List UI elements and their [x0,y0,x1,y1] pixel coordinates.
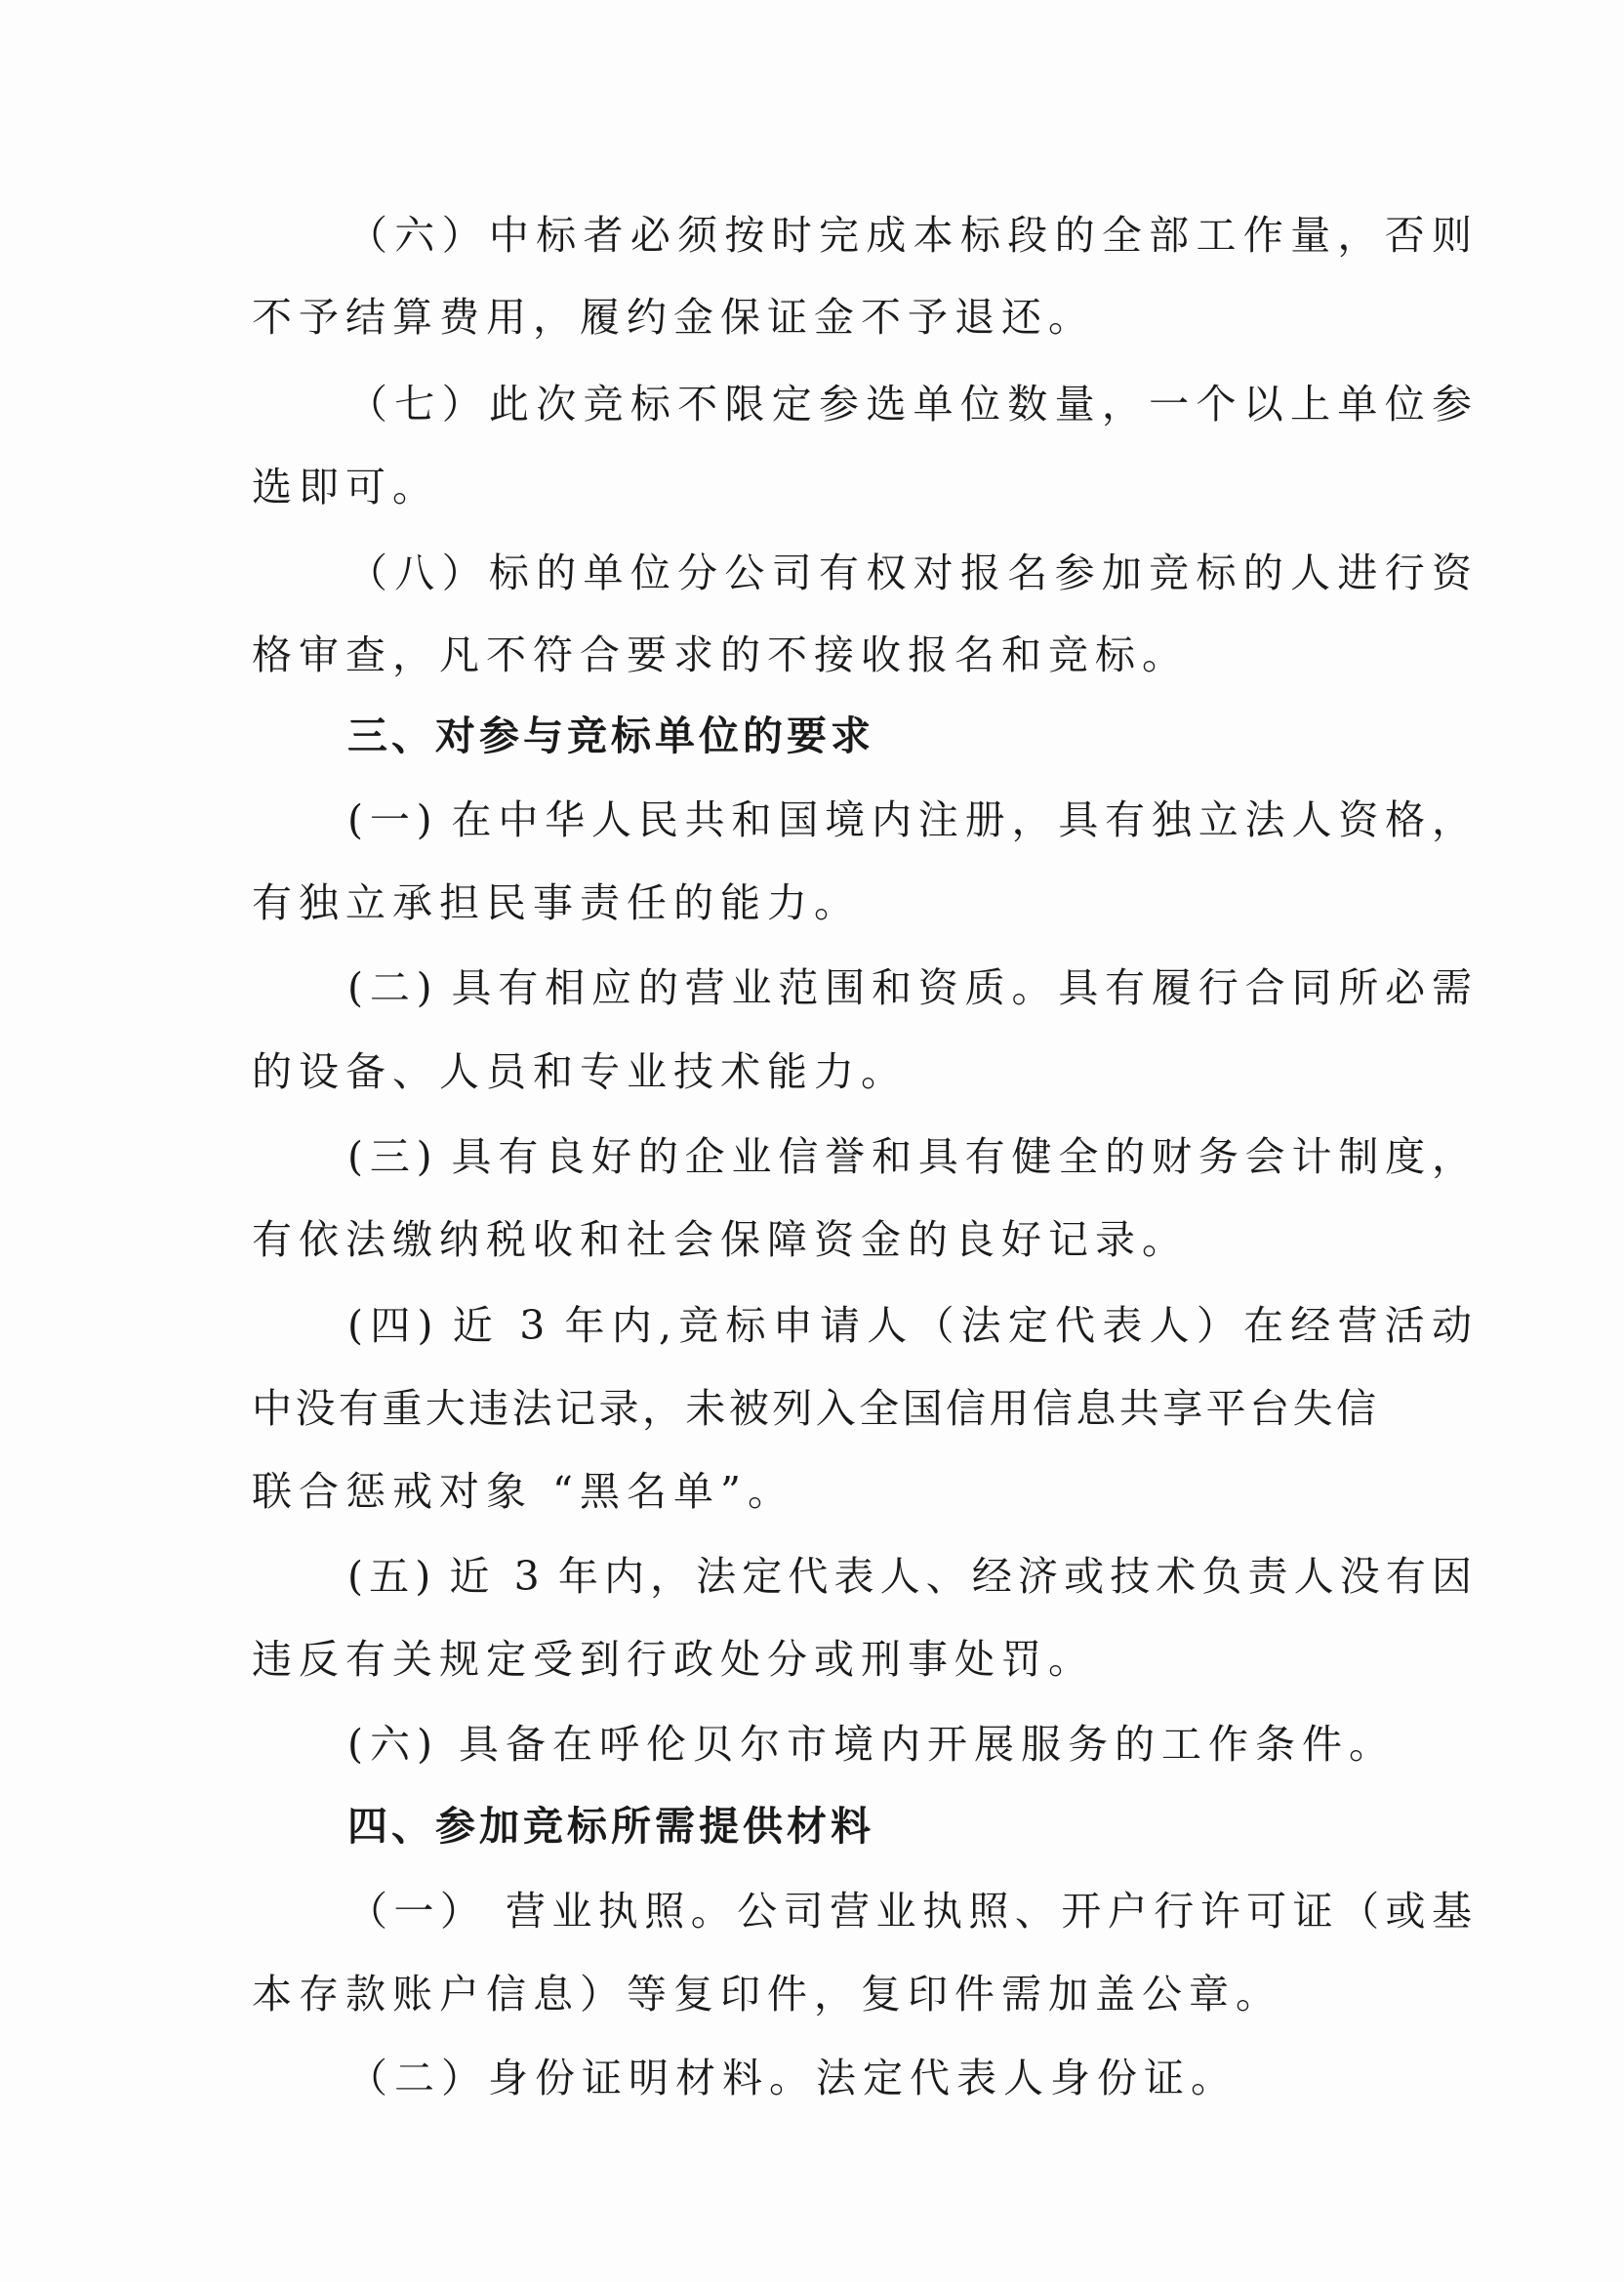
section-3-item-1-line-1: (一) 在中华人民共和国境内注册，具有独立法人资格， [347,796,1472,843]
section-4-item-2-line-1: （二）身份证明材料。法定代表人身份证。 [347,2055,1238,2101]
section-3-item-3-line-2: 有依法缴纳税收和社会保障资金的良好记录。 [252,1216,1189,1263]
section-3-item-4-line-1: (四) 近 3 年内,竞标申请人（法定代表人）在经营活动 [347,1302,1472,1349]
section-3-item-6-line-1: (六) 具备在呼伦贝尔市境内开展服务的工作条件。 [347,1721,1397,1768]
paragraph-6-line-2: 不予结算费用，履约金保证金不予退还。 [252,294,1095,341]
section-3-item-1-line-2: 有独立承担民事责任的能力。 [252,879,861,926]
paragraph-7-line-2: 选即可。 [252,464,439,510]
section-3-item-4-line-3: 联合惩戒对象 “黑名单”。 [252,1468,794,1515]
section-3-item-3-line-1: (三) 具有良好的企业信誉和具有健全的财务会计制度， [347,1133,1472,1180]
section-3-item-2-line-2: 的设备、人员和专业技术能力。 [252,1048,908,1095]
paragraph-7-line-1: （七）此次竞标不限定参选单位数量，一个以上单位参 [347,381,1472,428]
section-4-item-1-line-1: （一） 营业执照。公司营业执照、开户行许可证（或基 [347,1888,1472,1935]
section-3-item-5-line-2: 违反有关规定受到行政处分或刑事处罚。 [252,1636,1095,1683]
paragraph-8-line-1: （八）标的单位分公司有权对报名参加竞标的人进行资 [347,550,1472,596]
section-3-item-2-line-1: (二) 具有相应的营业范围和资质。具有履行合同所必需 [347,964,1472,1011]
section-3-item-4-line-2: 中没有重大违法记录，未被列入全国信用信息共享平台失信 [252,1385,1376,1432]
section-4-heading: 四、参加竞标所需提供材料 [347,1803,874,1850]
paragraph-6-line-1: （六）中标者必须按时完成本标段的全部工作量，否则 [347,212,1472,259]
section-4-item-1-line-2: 本存款账户信息）等复印件，复印件需加盖公章。 [252,1971,1282,2017]
paragraph-8-line-2: 格审查，凡不符合要求的不接收报名和竞标。 [252,632,1189,678]
section-3-item-5-line-1: (五) 近 3 年内，法定代表人、经济或技术负责人没有因 [347,1553,1472,1600]
section-3-heading: 三、对参与竞标单位的要求 [347,713,874,759]
